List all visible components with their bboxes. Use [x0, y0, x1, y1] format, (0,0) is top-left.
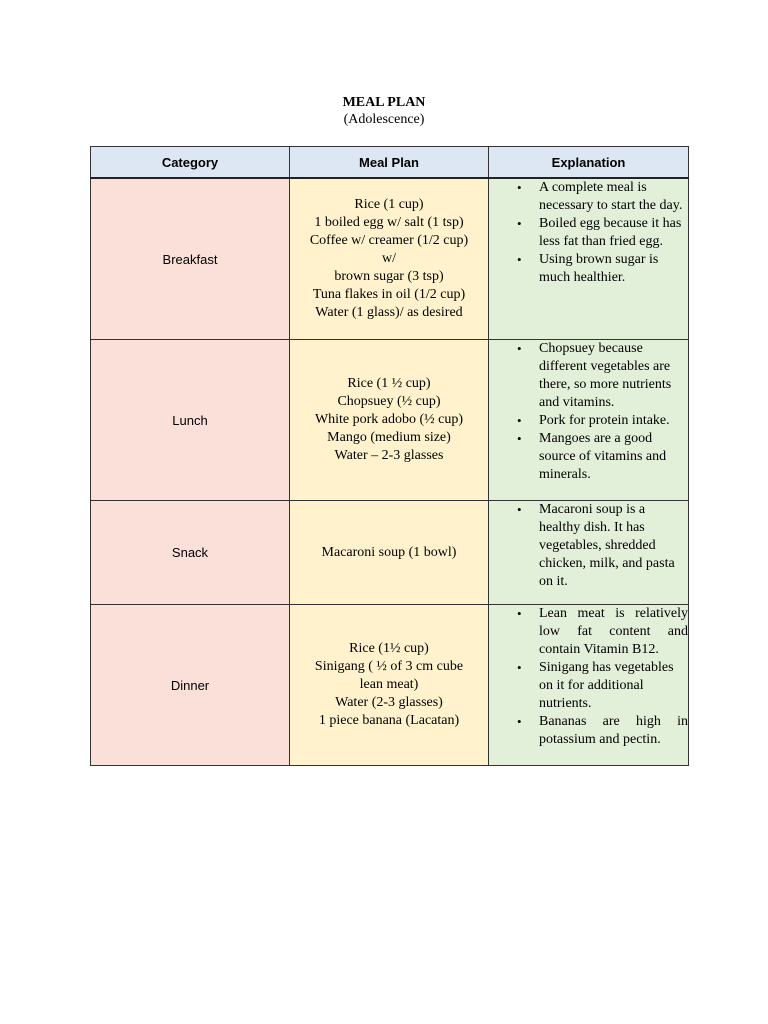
meal-item: Rice (1 cup) — [354, 197, 424, 212]
explanation-item: • A complete meal is necessary to start the day. — [539, 179, 688, 215]
table-row-snack — [91, 501, 689, 605]
explanation-list — [489, 605, 688, 749]
meal-item: White pork adobo (½ cup) — [314, 412, 464, 427]
explanation-item: • Sinigang has vegetables on it for additional nutrients. — [539, 659, 688, 713]
meal-item: Tuna flakes in oil (1/2 cup) — [312, 287, 466, 302]
explanation-item: • Bananas are high in potassium and pectin. — [539, 713, 688, 749]
explanation-cell — [489, 340, 689, 501]
document-title: MEAL PLAN — [342, 95, 426, 110]
table-row-dinner — [91, 605, 689, 766]
meal-item: Rice (1 ½ cup) — [347, 376, 431, 391]
explanation-cell — [489, 605, 689, 766]
meal-plan-cell — [290, 340, 489, 501]
category-cell: Dinner — [91, 605, 290, 766]
explanation-list — [489, 340, 688, 484]
meal-plan-cell — [290, 501, 489, 605]
meal-item: 1 piece banana (Lacatan) — [318, 713, 460, 728]
meal-item: Water – 2-3 glasses — [334, 448, 444, 463]
meal-item: Water (1 glass)/ as desired — [315, 305, 463, 320]
explanation-item: • Mangoes are a good source of vitamins and minerals. — [539, 430, 688, 484]
explanation-item: • Chopsuey because different vegetables are there, so more nutrients and vitamins. — [539, 340, 688, 412]
meal-item: Rice (1½ cup) — [349, 641, 429, 656]
header-explanation: Explanation — [489, 147, 689, 179]
meal-item: Water (2-3 glasses) — [335, 695, 443, 710]
document-title-block — [0, 94, 768, 128]
category-cell: Breakfast — [91, 178, 290, 340]
meal-item: Macaroni soup (1 bowl) — [321, 544, 457, 560]
category-cell: Lunch — [91, 340, 290, 501]
meal-item: lean meat) — [359, 677, 419, 692]
explanation-item: • Boiled egg because it has less fat than fried egg. — [539, 215, 688, 251]
explanation-item: • Macaroni soup is a healthy dish. It has vegetables, shredded chicken, milk, and pasta on it. — [539, 501, 688, 591]
category-cell: Snack — [91, 501, 290, 605]
table-header-row — [91, 147, 689, 179]
explanation-cell — [489, 178, 689, 340]
meal-item: Mango (medium size) — [327, 430, 451, 445]
table-row-breakfast — [91, 178, 689, 340]
explanation-item: • Lean meat is relatively low fat content and contain Vitamin B12. — [539, 605, 688, 659]
header-meal-plan: Meal Plan — [290, 147, 489, 179]
meal-item: Sinigang ( ½ of 3 cm cube — [314, 659, 464, 674]
explanation-list — [489, 501, 688, 591]
meal-item: brown sugar (3 tsp) — [334, 269, 444, 284]
explanation-item: • Pork for protein intake. — [539, 412, 688, 430]
meal-item: Coffee w/ creamer (1/2 cup) — [309, 233, 469, 248]
meal-item: w/ — [382, 251, 396, 266]
meal-plan-cell — [290, 605, 489, 766]
explanation-list — [489, 179, 688, 287]
meal-plan-cell — [290, 178, 489, 340]
header-category: Category — [91, 147, 290, 179]
explanation-item: • Using brown sugar is much healthier. — [539, 251, 688, 287]
document-subtitle: (Adolescence) — [343, 112, 425, 127]
meal-item: Chopsuey (½ cup) — [337, 394, 441, 409]
explanation-cell — [489, 501, 689, 605]
meal-item: 1 boiled egg w/ salt (1 tsp) — [314, 215, 464, 230]
meal-plan-table — [90, 146, 689, 766]
table-row-lunch — [91, 340, 689, 501]
